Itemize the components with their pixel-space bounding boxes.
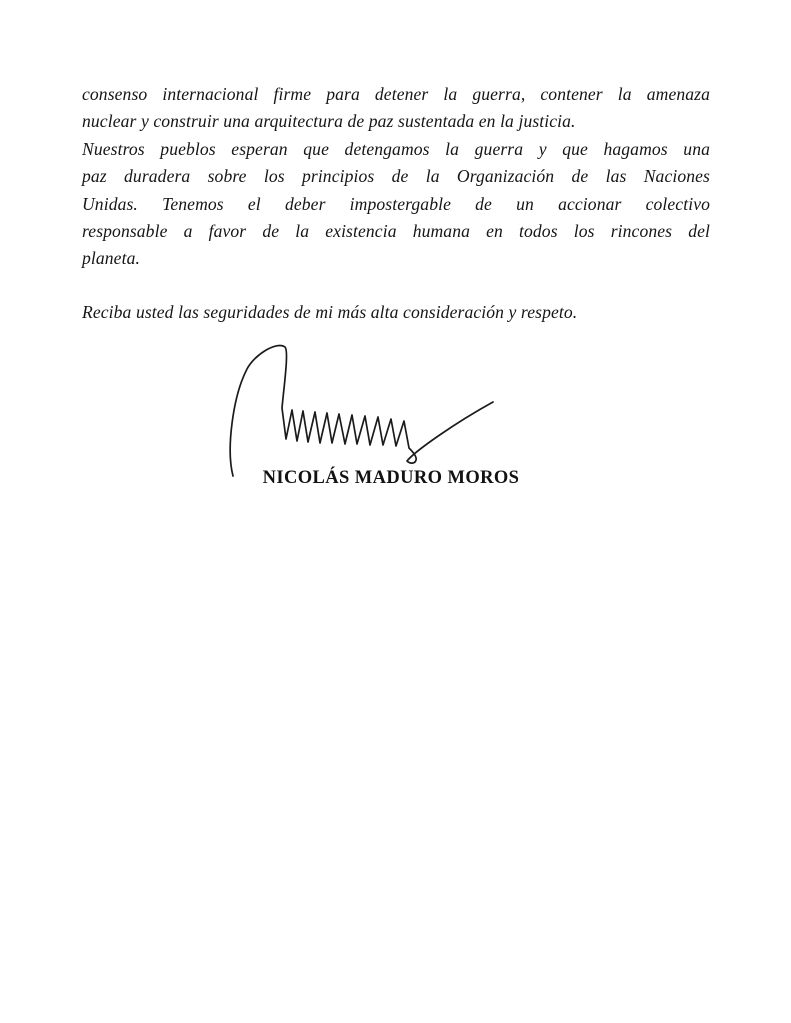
letter-line: planeta. (82, 248, 140, 269)
letter-line: paz duradera sobre los principios de la Organización de las Naciones (82, 166, 710, 187)
letter-line: nuclear y construir una arquitectura de paz sustentada en la justicia. (82, 111, 576, 132)
paragraph (82, 136, 710, 273)
letter-line: consenso internacional firme para detener la guerra, contener la amenaza (82, 84, 710, 104)
letter-line: responsable a favor de la existencia humana en todos los rincones del (82, 221, 710, 242)
letter-line: Nuestros pueblos esperan que detengamos la guerra y que hagamos una (82, 138, 710, 159)
letter-line: Unidas. Tenemos el deber impostergable de un accionar colectivo (82, 193, 710, 214)
paragraph (82, 299, 710, 326)
letter-body (82, 81, 710, 326)
letter-line: Reciba usted las seguridades de mi más alta consideración y respeto. (82, 301, 578, 322)
handwritten-signature-icon (225, 341, 505, 493)
signatory-name: NICOLÁS MADURO MOROS (262, 468, 520, 488)
paragraph (82, 81, 710, 136)
